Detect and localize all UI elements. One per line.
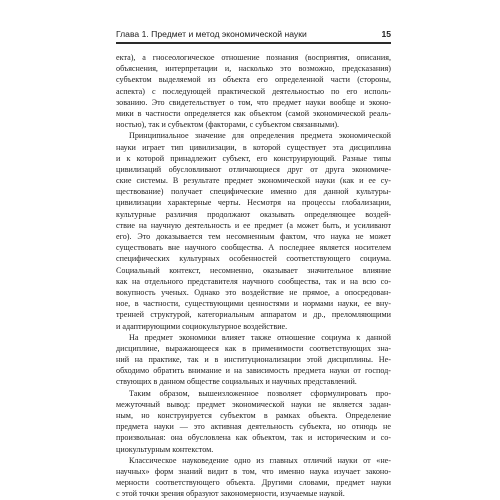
text-line: как на отдельного представителя научного сообщества, так и на всю со- bbox=[116, 276, 391, 286]
text-line: ным, но конструируется субъектом в рамках объекта. Определение bbox=[116, 411, 391, 420]
text-line: Принципиальное значение для определения предмета экономической bbox=[129, 131, 391, 141]
body-text bbox=[116, 52, 391, 500]
text-line: произвольная: она обусловлена как объектом, так и историческим и со- bbox=[116, 433, 391, 443]
text-line: дисциплине, выражающееся как в применимости соответствующих зна- bbox=[116, 343, 391, 353]
header-rule bbox=[116, 42, 391, 44]
text-line: межуточный вывод: предмет экономической науки не является задан- bbox=[116, 399, 391, 409]
text-line: циокультурным контекстом. bbox=[116, 444, 214, 454]
text-line: ществование) получает специфические именно для данной культуры- bbox=[116, 187, 391, 197]
text-line: мерности соответствующего объекта. Другими словами, предмет науки bbox=[116, 478, 391, 488]
text-line: цивилизаций обусловливают отличающиеся друг от друга экономиче- bbox=[116, 164, 391, 174]
text-line: ное, в частности, существующими ценностями и нормами науки, ее вну- bbox=[116, 299, 391, 309]
text-line: ностью), так и субъектом (факторами, с субъектом связанными). bbox=[116, 120, 340, 130]
text-line: ний на практике, так и в институционализации этой дисциплины. Не- bbox=[116, 355, 391, 365]
text-line: ствующих в данном обществе социальных и научных представлений. bbox=[116, 377, 357, 387]
text-line: На предмет экономики влияет также отношение социума к данной bbox=[129, 332, 391, 342]
text-line: вокупность ученых. Однако это воздействие не прямое, а опосредован- bbox=[116, 287, 391, 297]
page-number: 15 bbox=[381, 29, 391, 39]
text-line: его). Это доказывается тем несомненным фактом, что наука не может bbox=[116, 232, 391, 241]
text-line: существовать вне научного сообщества. А последнее является носителем bbox=[116, 243, 391, 253]
text-line: тренней структурой, категориальным аппаратом и др., преломляющими bbox=[116, 310, 391, 320]
running-header bbox=[116, 27, 391, 44]
text-line: объяснения, интерпретации и, насколько это возможно, предсказания) bbox=[116, 64, 391, 74]
text-line: и адаптирующими социокультурное воздействие. bbox=[116, 321, 288, 331]
text-line: аспекта) с последующей практической деятельностью по его исполь- bbox=[116, 86, 391, 96]
text-line: с этой точки зрения образуют закономерности, изучаемые наукой. bbox=[116, 489, 345, 499]
text-line: науки играет тип цивилизации, в которой существует эта дисциплина bbox=[116, 142, 391, 152]
text-line: зованию. Это свидетельствует о том, что предмет науки вообще и эконо- bbox=[116, 97, 391, 107]
text-line: цивилизации характерные черты. Несмотря на процессы глобализации, bbox=[116, 198, 391, 208]
text-line: ствие на научную деятельность и ее предмет (а может быть, и усиливают bbox=[116, 220, 391, 230]
text-line: культурные различия продолжают оказывать определяющее воздей- bbox=[116, 209, 391, 219]
text-line: Таким образом, вышеизложенное позволяет сформулировать про- bbox=[129, 388, 391, 398]
text-line: специфических культурных особенностей соответствующего социума. bbox=[116, 254, 391, 264]
text-line: предмета науки — это активная деятельность субъекта, но отнюдь не bbox=[116, 422, 391, 432]
text-line: научных» форм знаний видит в том, что именно наука изучает законо- bbox=[116, 466, 391, 476]
text-line: и к которой принадлежит субъект, его конструирующий. Разные типы bbox=[116, 153, 391, 163]
text-line: Классическое науковедение одно из главных отличий науки от «не- bbox=[129, 455, 391, 465]
text-line: обходимо обратить внимание и на зависимость предмета науки от господ- bbox=[116, 366, 391, 376]
chapter-title: Глава 1. Предмет и метод экономической науки bbox=[116, 29, 307, 39]
text-line: мики в частности определяется как объектом (самой экономической реаль- bbox=[116, 108, 391, 118]
text-line: Социальный контекст, несомненно, оказывает значительное влияние bbox=[116, 265, 391, 275]
text-line: ские системы. В результате предмет экономической науки (как и ее су- bbox=[116, 176, 391, 186]
text-line: субъектом выделяемой из объекта его определенной части (стороны, bbox=[116, 75, 391, 85]
text-line: екта), а гносеологическое отношение познания (восприятия, описания, bbox=[116, 53, 391, 62]
